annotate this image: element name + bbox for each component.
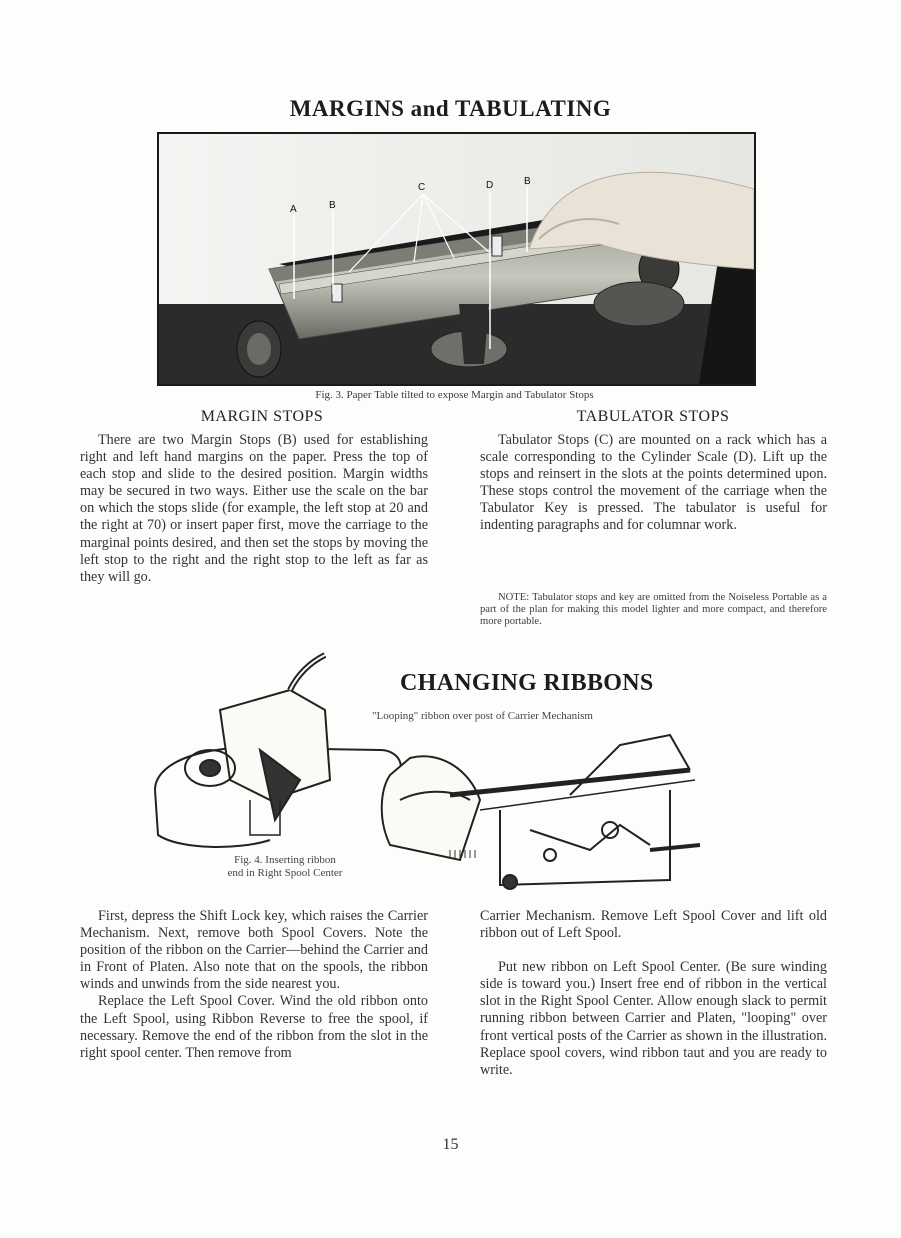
margin-stops-text xyxy=(80,432,428,586)
figure-3-caption: Fig. 3. Paper Table tilted to expose Margin and Tabulator Stops xyxy=(315,389,594,401)
ribbons-left-paragraph-1: First, depress the Shift Lock key, which raises the Carrier Mechanism. Next, remove both Spool Covers. Note the position of the ribbon on the Carrier—behind the Carrier and in Front of Platen. Also note that on the spools, the ribbon winds and unwinds from the side nearest you. xyxy=(80,908,428,993)
looping-caption: "Looping" ribbon over post of Carrier Mechanism xyxy=(372,710,593,722)
page-title: MARGINS and TABULATING xyxy=(289,96,612,121)
ribbons-left-paragraph-2: Replace the Left Spool Cover. Wind the old ribbon onto the Left Spool, using Ribbon Reverse to free the spool, if necessary. Remove the end of the ribbon from the slot in the right spool center. Then remove from xyxy=(80,993,428,1061)
margin-stops-paragraph: There are two Margin Stops (B) used for establishing right and left hand margins on the paper. Press the top of each stop and slide to the desired position. Margin widths may be secured in two ways. Either use the scale on the bar on which the stops slide (for example, the left stop at 20 and the right at 70) or insert paper first, move the carriage to the marginal points desired, and then set the stops by moving the left stop to the right and the right stop to the left as far as they will go. xyxy=(80,432,428,585)
label-b-right: B xyxy=(524,176,531,187)
ribbons-right-paragraph-2: Put new ribbon on Left Spool Center. (Be sure winding side is toward you.) Insert free end of ribbon in the vertical slot in the Right Spool Center. Allow enough slack to permit running ribbon between Carrier and Platen, "looping" over front vertical posts of the Carrier as shown in the illustration. Replace spool covers, wind ribbon taut and you are ready to write. xyxy=(480,959,827,1078)
tabulator-stops-heading: TABULATOR STOPS xyxy=(576,408,730,425)
ribbons-right-paragraph-1: Carrier Mechanism. Remove Left Spool Cover and lift old ribbon out of Left Spool. xyxy=(480,908,827,942)
label-b-left: B xyxy=(329,200,336,211)
margin-stops-heading: MARGIN STOPS xyxy=(200,408,324,425)
ribbons-right-column xyxy=(480,908,827,1079)
page-number: 15 xyxy=(442,1136,459,1153)
figure-3-photo xyxy=(157,132,756,386)
label-d: D xyxy=(486,180,494,191)
tabulator-note xyxy=(480,592,827,628)
tabulator-note-paragraph: NOTE: Tabulator stops and key are omitted from the Noiseless Portable as a part of the plan for making this model lighter and more compact, and therefore more portable. xyxy=(480,592,827,627)
figure-4-caption-line-2: end in Right Spool Center xyxy=(227,867,343,879)
tabulator-stops-text xyxy=(480,432,827,535)
figure-4-caption xyxy=(180,854,390,880)
changing-ribbons-heading: CHANGING RIBBONS xyxy=(400,670,654,696)
figure-4-caption-line-1: Fig. 4. Inserting ribbon xyxy=(234,854,336,866)
tabulator-stops-paragraph: Tabulator Stops (C) are mounted on a rack which has a scale corresponding to the Cylinder Scale (D). Lift up the stops and reinsert in the slots at the points determined upon. These stops control the movement of the carriage when the Tabulator Key is pressed. The tabulator is useful for indenting paragraphs and for columnar work. xyxy=(480,432,827,534)
label-c: C xyxy=(418,182,426,193)
label-a: A xyxy=(290,204,297,215)
ribbons-left-column xyxy=(80,908,428,1062)
